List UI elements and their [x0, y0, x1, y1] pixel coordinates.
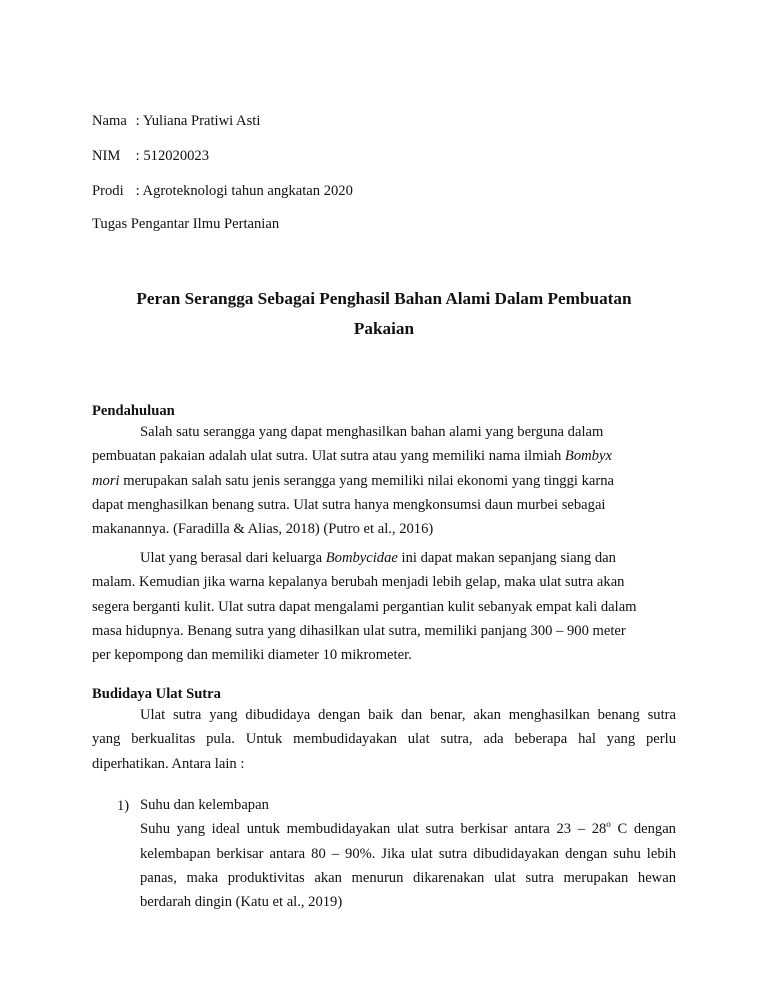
text-run: C dengan: [610, 821, 676, 838]
name-value: : Yuliana Pratiwi Asti: [135, 113, 261, 129]
paragraph-intro-1: [92, 420, 676, 541]
text-line: dapat menghasilkan benang sutra. Ulat sutra hanya mengkonsumsi daun murbei sebagai: [92, 496, 606, 513]
title-line-2: Pakaian: [353, 319, 415, 338]
list-item-suhu: [140, 793, 676, 914]
student-name-line: [92, 112, 260, 130]
text-line: [92, 469, 676, 493]
text-run: Suhu yang ideal untuk membudidayakan ulat sutra berkisar antara 23 – 28: [140, 821, 607, 838]
text-run: pembuatan pakaian adalah ulat sutra. Ulat sutra atau yang memiliki nama ilmiah: [92, 448, 565, 465]
prodi-label: Prodi: [92, 183, 124, 199]
text-run: merupakan salah satu jenis serangga yang memiliki nilai ekonomi yang tinggi karna: [119, 472, 615, 489]
scientific-name: mori: [92, 472, 120, 489]
prodi-value: : Agroteknologi tahun angkatan 2020: [135, 183, 353, 199]
text-line: kelembapan berkisar antara 80 – 90%. Jika ulat sutra dibudidayakan dengan suhu lebih: [140, 845, 676, 862]
paragraph-budidaya-1: [92, 703, 676, 776]
text-line: malam. Kemudian jika warna kepalanya berubah menjadi lebih gelap, maka ulat sutra akan: [92, 574, 625, 591]
student-nim-line: [92, 147, 209, 165]
list-item-title: Suhu dan kelembapan: [140, 797, 269, 813]
title-line-1: Peran Serangga Sebagai Penghasil Bahan Alami Dalam Pembuatan: [136, 289, 632, 308]
text-run: Ulat yang berasal dari keluarga: [140, 550, 326, 566]
text-run: ini dapat makan sepanjang siang dan: [397, 550, 616, 566]
nim-value: : 512020023: [135, 148, 210, 164]
student-prodi-line: [92, 182, 353, 200]
assignment-line: Tugas Pengantar Ilmu Pertanian: [92, 216, 280, 232]
name-label: Nama: [92, 113, 127, 129]
text-line: Ulat sutra yang dibudidaya dengan baik dan benar, akan menghasilkan benang sutra: [140, 707, 676, 723]
text-line: [92, 546, 676, 570]
paragraph-intro-2: [92, 546, 676, 667]
text-line: yang berkualitas pula. Untuk membudidayakan ulat sutra, ada beberapa hal yang perlu: [92, 731, 676, 748]
nim-label: NIM: [92, 148, 121, 164]
text-line: berdarah dingin (Katu et al., 2019): [140, 894, 343, 911]
section-heading-pendahuluan: Pendahuluan: [92, 403, 175, 419]
text-line: Salah satu serangga yang dapat menghasilkan bahan alami yang berguna dalam: [140, 424, 604, 440]
text-line: panas, maka produktivitas akan menurun dikarenakan ulat sutra merupakan hewan: [140, 869, 676, 886]
family-name: Bombycidae: [325, 550, 398, 566]
text-line: diperhatikan. Antara lain :: [92, 755, 245, 772]
section-heading-budidaya: Budidaya Ulat Sutra: [92, 686, 221, 702]
list-number: 1): [117, 798, 130, 814]
text-line: makanannya. (Faradilla & Alias, 2018) (Putro et al., 2016): [92, 521, 434, 538]
text-line: [92, 444, 676, 468]
text-line: per kepompong dan memiliki diameter 10 mikrometer.: [92, 647, 412, 664]
text-line: segera berganti kulit. Ulat sutra dapat mengalami pergantian kulit sebanyak empat kali dalam: [92, 598, 637, 615]
text-line: masa hidupnya. Benang sutra yang dihasilkan ulat sutra, memiliki panjang 300 – 900 meter: [92, 622, 626, 639]
scientific-name: Bombyx: [564, 448, 612, 465]
text-line: [140, 817, 676, 841]
degree-superscript: o: [606, 819, 611, 830]
document-title: [92, 284, 676, 344]
